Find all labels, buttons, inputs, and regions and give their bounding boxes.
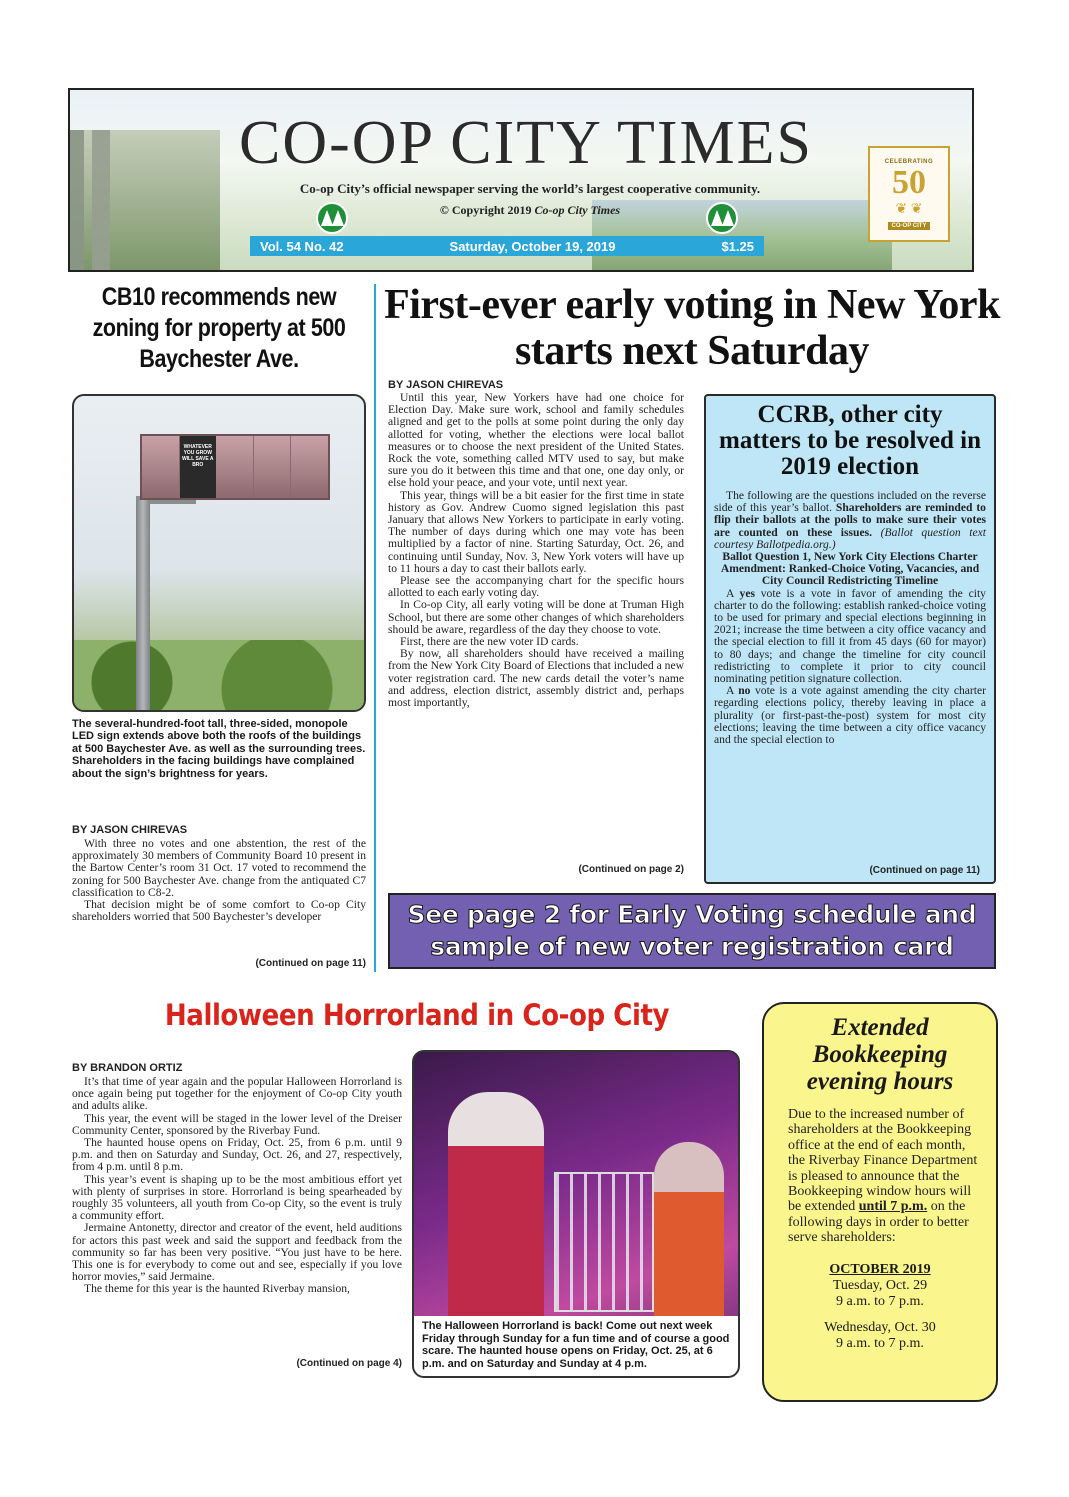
paragraph: This year’s event is shaping up to be the most ambitious effort yet with plenty of surprises in store. Horrorland is being spearheaded by roughly 35 volunteers, all youth from Co-op City, so the event is truly a community effort. bbox=[72, 1172, 402, 1223]
ccrb-yes-text: vote is a vote in favor of amending the city charter to do the following: establish ranked-choice voting to be used for primary and special elections beginning in 2021; increase the time between a city office vacancy and the special election to fill it from 45 days (60 for mayor) to 80 days; and change the timeline for city council redistricting to complete it prior to city council nominating petition signature collection. bbox=[714, 586, 986, 686]
ccrb-yes-word: yes bbox=[739, 586, 755, 600]
ccrb-intro bbox=[714, 490, 986, 551]
laurel-icon: ❦ ❦ bbox=[895, 201, 923, 217]
paragraph: This year, things will be a bit easier for the first time in state history as Gov. Andrew Cuomo signed legislation this past January that allows New Yorkers to participate in early voting. The number of days during which one may vote has been multiplied by a factor of nine. Starting Saturday, Oct. 26, and continuing until Sunday, Nov. 3, New York voters will have up to 11 hours a day to cast their ballots early. bbox=[388, 488, 684, 575]
column-divider bbox=[374, 284, 376, 972]
paragraph: Jermaine Antonetty, director and creator of the event, held auditions for actors this past week and said the support and feedback from the community so far has been very positive. “You just have to be here. This one is for everybody to come out and see, especially if you love horror movies,” said Jermaine. bbox=[72, 1221, 402, 1284]
cb10-body bbox=[72, 838, 366, 923]
ccrb-no-prefix: A bbox=[726, 684, 739, 698]
paragraph: The theme for this year is the haunted Riverbay mansion, bbox=[84, 1282, 350, 1296]
anniversary-seal bbox=[868, 146, 950, 242]
ccrb-yes-prefix: A bbox=[726, 586, 740, 600]
early-voting-body bbox=[388, 392, 684, 709]
issue-volume: Vol. 54 No. 42 bbox=[260, 238, 344, 254]
copyright-name: Co-op City Times bbox=[534, 203, 621, 217]
spacer bbox=[776, 1310, 984, 1320]
billboard bbox=[140, 434, 330, 500]
bookkeeping-date-hours: 9 a.m. to 7 p.m. bbox=[836, 1335, 924, 1351]
newspaper-title: CO-OP CITY TIMES bbox=[239, 109, 813, 177]
billboard-face bbox=[216, 436, 254, 498]
cage-prop bbox=[554, 1172, 654, 1312]
bookkeeping-date-day: Wednesday, Oct. 30 bbox=[824, 1319, 936, 1335]
halloween-headline: Halloween Horrorland in Co-op City bbox=[164, 998, 670, 1032]
bookkeeping-title: Extended Bookkeeping evening hours bbox=[806, 1014, 954, 1095]
seal-band-text: CO-OP CITY bbox=[888, 222, 931, 230]
bookkeeping-body-suffix: on the following days in order to better serve shareholders: bbox=[788, 1199, 969, 1246]
bookkeeping-body-prefix: Due to the increased number of shareholders at the Bookkeeping office at the end of each month, the Riverbay Finance Department is pleased to announce that the Bookkeeping window hours will be extended bbox=[788, 1107, 978, 1215]
sign-pole bbox=[136, 500, 150, 712]
banner-line-1: See page 2 for Early Voting schedule and bbox=[407, 900, 977, 929]
ccrb-intro-bold: Shareholders are reminded to flip their ballots at the polls to make sure their votes are counted on these issues. bbox=[714, 501, 986, 539]
billboard-face bbox=[291, 436, 328, 498]
paragraph: It’s that time of year again and the popular Halloween Horrorland is once again being put together for the enjoyment of Co-op City youth and adults alike. bbox=[72, 1075, 402, 1113]
cb10-continued-link[interactable]: (Continued on page 11) bbox=[255, 958, 366, 969]
paragraph: First, there are the new voter ID cards. bbox=[400, 635, 579, 649]
billboard-face bbox=[254, 436, 292, 498]
horrorland-photo bbox=[412, 1050, 740, 1378]
bookkeeping-date-day: Tuesday, Oct. 29 bbox=[832, 1277, 928, 1293]
banner-line-2: sample of new voter registration card bbox=[430, 932, 954, 961]
copyright-prefix: © Copyright 2019 bbox=[439, 203, 535, 217]
ccrb-no-paragraph bbox=[714, 685, 986, 746]
masthead-subtitle: Co-op City’s official newspaper serving the world’s largest cooperative community. bbox=[299, 181, 761, 196]
ccrb-no-word: no bbox=[738, 684, 751, 698]
ccrb-continued-link[interactable]: (Continued on page 11) bbox=[869, 865, 980, 876]
paragraph: With three no votes and one abstention, the rest of the approximately 30 members of Community Board 10 present in the Bartow Center’s room 31 Oct. 17 voted to recommend the zoning for 500 Baychester Ave. change from the antiquated C7 classification to C8-2. bbox=[72, 837, 366, 899]
paragraph: Until this year, New Yorkers have had one choice for Election Day. Make sure work, school and family schedules aligned and get to the polls at some point during the only day allotted for voting, whether the elections were local ballot measures or to choose the next president of the United States. Rock the vote, something called MTV used to say, but make sure you do it between this time and that one, one day only, or else hold your peace, and your vote, until next year. bbox=[388, 391, 684, 490]
issue-price: $1.25 bbox=[721, 238, 754, 254]
bookkeeping-notice-box bbox=[762, 1002, 998, 1402]
seal-top-text: CELEBRATING bbox=[884, 158, 934, 165]
ccrb-intro-text: The following are the questions included on the reverse side of this year’s ballot. bbox=[714, 489, 986, 515]
early-voting-byline: BY JASON CHIREVAS bbox=[388, 379, 504, 391]
early-voting-headline: First-ever early voting in New York starts next Saturday bbox=[384, 282, 1000, 374]
horrorland-caption: The Halloween Horrorland is back! Come out next week Friday through Sunday for a fun time and of course a good scare. The haunted house opens on Friday, Oct. 25, at 6 p.m. and on Saturday and Sunday at 4 p.m. bbox=[414, 1316, 738, 1376]
led-sign-photo bbox=[72, 394, 366, 712]
bookkeeping-month: OCTOBER 2019 bbox=[829, 1261, 931, 1277]
seal-number: 50 bbox=[892, 163, 926, 201]
twin-pines-right-icon bbox=[706, 202, 738, 234]
cb10-byline: BY JASON CHIREVAS bbox=[72, 824, 188, 836]
ccrb-sidebar-box bbox=[704, 394, 996, 884]
paragraph: That decision might be of some comfort to Co-op City shareholders worried that 500 Baychester’s developer bbox=[72, 898, 366, 924]
issue-date: Saturday, October 19, 2019 bbox=[449, 238, 616, 254]
ccrb-intro-credit: (Ballot question text courtesy Ballotpedia.org.) bbox=[714, 525, 986, 551]
paragraph: By now, all shareholders should have received a mailing from the New York City Board of Elections that included a new voter registration card. The new cards detail the voter’s name and address, election district, assembly district and, perhaps most importantly, bbox=[388, 647, 684, 710]
bookkeeping-body bbox=[776, 1107, 984, 1246]
ccrb-no-text: vote is a vote against amending the city charter regarding elections policy, thereby leaving in place a plurality (or first-past-the-post) system for most city elections; leaving the time between a city office vacancy and the special election to bbox=[714, 684, 986, 747]
bookkeeping-date-hours: 9 a.m. to 7 p.m. bbox=[836, 1293, 924, 1309]
masthead bbox=[68, 88, 974, 272]
halloween-continued-link[interactable]: (Continued on page 4) bbox=[296, 1358, 402, 1369]
ccrb-body bbox=[714, 490, 986, 746]
halloween-body bbox=[72, 1076, 402, 1296]
led-sign-caption: The several-hundred-foot tall, three-sided, monopole LED sign extends above both the roofs of the buildings at 500 Baychester Ave. as well as the surrounding trees. Shareholders in the facing buildings have complained about the sign’s brightness for years. bbox=[72, 718, 366, 780]
bookkeeping-emphasis: until 7 p.m. bbox=[858, 1199, 928, 1215]
paragraph: This year, the event will be staged in the lower level of the Dreiser Community Center, sponsored by the Riverbay Fund. bbox=[72, 1111, 402, 1137]
billboard-text: WHATEVER YOU GROW WILL SAVE A BRO bbox=[180, 436, 216, 498]
ballot-question-title: Ballot Question 1, New York City Elections Charter Amendment: Ranked-Choice Voting, Vacancies, and City Council Redistricting Timeline bbox=[720, 550, 980, 588]
ccrb-yes-paragraph bbox=[714, 588, 986, 686]
issue-info-bar bbox=[250, 236, 764, 256]
halloween-byline: BY BRANDON ORTIZ bbox=[72, 1062, 183, 1074]
photo-trees bbox=[74, 640, 364, 710]
ccrb-title: CCRB, other city matters to be resolved in 2019 election bbox=[719, 401, 981, 480]
billboard-face bbox=[142, 436, 180, 498]
early-voting-promo-banner[interactable] bbox=[388, 893, 996, 969]
paragraph: The haunted house opens on Friday, Oct. 25, from 6 p.m. until 9 p.m. and then on Saturday and Sunday, Oct. 26, and 27, respectively, from 4 p.m. until 8 p.m. bbox=[72, 1136, 402, 1174]
paragraph: Please see the accompanying chart for the specific hours allotted to each early voting day. bbox=[388, 574, 684, 600]
cb10-headline: CB10 recommends new zoning for property at 500 Baychester Ave. bbox=[92, 283, 346, 373]
masked-figure-left bbox=[448, 1092, 544, 1352]
twin-pines-left-icon bbox=[316, 202, 348, 234]
early-voting-continued-link[interactable]: (Continued on page 2) bbox=[578, 864, 684, 875]
paragraph: In Co-op City, all early voting will be done at Truman High School, but there are some other changes of which shareholders should be aware, regardless of the day they choose to vote. bbox=[388, 598, 684, 636]
